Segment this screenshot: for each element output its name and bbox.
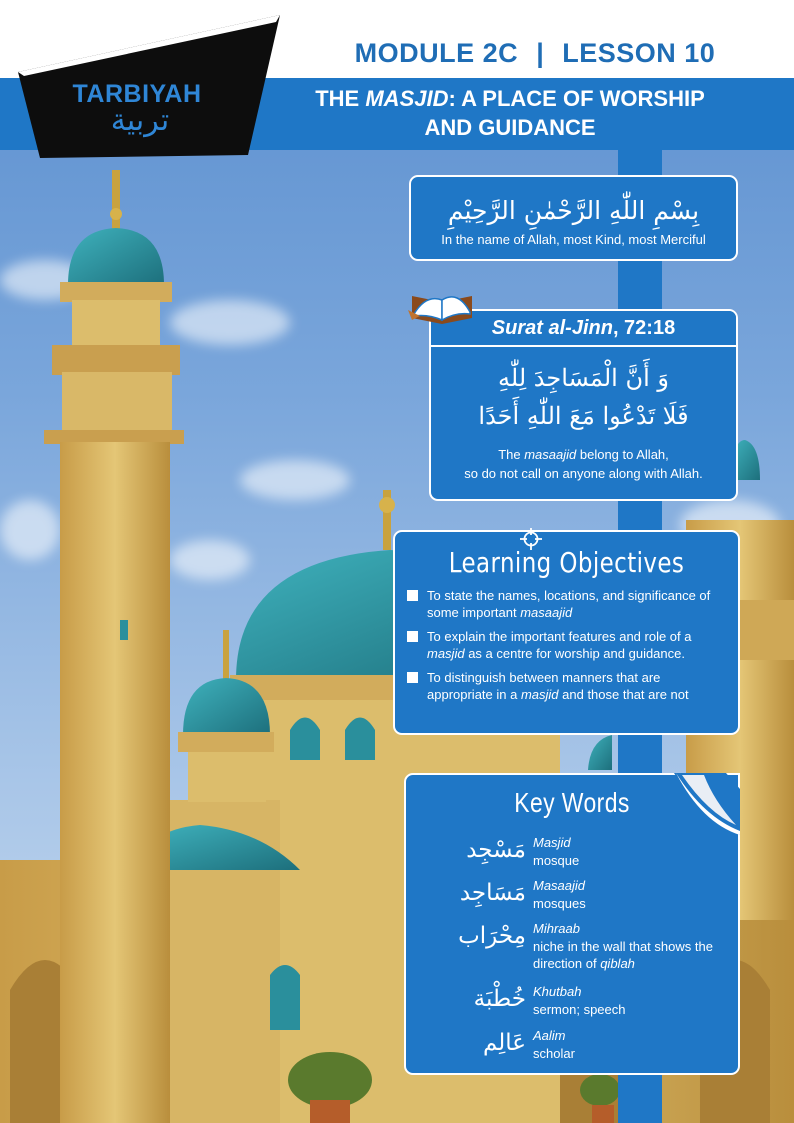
page-curl-icon [674, 771, 742, 837]
keyword-arabic: مَسَاجِد [459, 880, 526, 906]
title-rest: : A PLACE OF WORSHIP [448, 86, 705, 111]
title-prefix: THE [315, 86, 366, 111]
logo-text-ar: تربية [110, 103, 170, 138]
checkbox-icon [407, 631, 418, 642]
logo-text-en: TARBIYAH [72, 80, 202, 108]
surah-name: Surat al-Jinn [491, 317, 613, 339]
keyword-arabic: مِحْرَاب [458, 923, 526, 949]
verse-card [429, 309, 738, 501]
keyword-definition [533, 938, 733, 972]
objective-post: as a centre for worship and guidance. [464, 646, 685, 661]
module-label: MODULE 2C [354, 38, 519, 68]
verse-arabic [431, 359, 736, 435]
keyword-definition-text: mosques [533, 896, 586, 911]
title-emphasis: MASJID [365, 86, 449, 111]
objective-em: masjid [520, 687, 559, 702]
lesson-title [255, 84, 765, 142]
keyword-definition-text: scholar [533, 1046, 575, 1061]
objective-item [407, 587, 728, 621]
verse-english [431, 445, 736, 483]
objective-item [407, 669, 728, 703]
bismillah-arabic: بِسْمِ اللّٰهِ الرَّحْمٰنِ الرَّحِيْمِ [447, 196, 700, 225]
learning-objectives-card [393, 530, 740, 735]
keyword-arabic: خُطْبَة [473, 986, 526, 1012]
bismillah-card [409, 175, 738, 261]
checkbox-icon [407, 590, 418, 601]
keyword-definition [533, 1001, 733, 1018]
keyword-term: Aalim [533, 1028, 566, 1043]
objectives-title: Learning Objectives [448, 546, 685, 579]
title-line2: AND GUIDANCE [424, 115, 596, 140]
open-book-icon [406, 284, 478, 328]
verse-english-pre: The [498, 447, 525, 462]
keyword-definition-text: niche in the wall that shows the direction of [533, 939, 713, 971]
keyword-term: Khutbah [533, 984, 582, 999]
verse-arabic-line1: وَ أَنَّ الْمَسَاجِدَ لِلّٰهِ [498, 364, 669, 392]
keyword-definition [533, 1045, 733, 1062]
separator: | [536, 38, 545, 68]
keyword-arabic: مَسْجِد [466, 837, 526, 863]
verse-english-post: belong to Allah, [576, 447, 669, 462]
keyword-row [406, 1028, 742, 1072]
module-lesson-line [300, 38, 770, 69]
objective-em: masaajid [520, 605, 573, 620]
objective-text: To distinguish between manners that are appropriate in a [427, 670, 661, 702]
keyword-definition-text: mosque [533, 853, 580, 868]
objective-post: and those that are not [558, 687, 689, 702]
verse-arabic-line2: فَلَا تَدْعُوا مَعَ اللّٰهِ أَحَدًا [478, 402, 689, 430]
keyword-term: Masjid [533, 835, 571, 850]
objective-em: masjid [427, 646, 465, 661]
objective-text: To state the names, locations, and significance of some important [427, 588, 711, 620]
objective-item [407, 628, 728, 662]
keyword-definition [533, 852, 733, 869]
keyword-row [406, 878, 742, 922]
keyword-definition-em: qiblah [600, 956, 635, 971]
keyword-row [406, 984, 742, 1028]
crosshair-icon [519, 527, 543, 551]
objective-text: To explain the important features and role of a [427, 629, 692, 644]
lesson-label: LESSON 10 [562, 38, 716, 68]
objectives-list [407, 587, 728, 703]
keyword-arabic: عَالِم [482, 1030, 526, 1056]
verse-number: , 72:18 [612, 317, 676, 339]
keyword-definition-text: sermon; speech [533, 1002, 626, 1017]
keyword-term: Masaajid [533, 878, 586, 893]
keyword-row [406, 921, 742, 971]
keyword-term: Mihraab [533, 921, 580, 936]
bismillah-english: In the name of Allah, most Kind, most Merciful [441, 232, 706, 247]
keywords-title: Key Words [514, 787, 630, 818]
checkbox-icon [407, 672, 418, 683]
keyword-row [406, 835, 742, 879]
verse-english-line2: so do not call on anyone along with Allah. [464, 466, 703, 481]
verse-english-em: masaajid [524, 447, 577, 462]
keyword-definition [533, 895, 733, 912]
